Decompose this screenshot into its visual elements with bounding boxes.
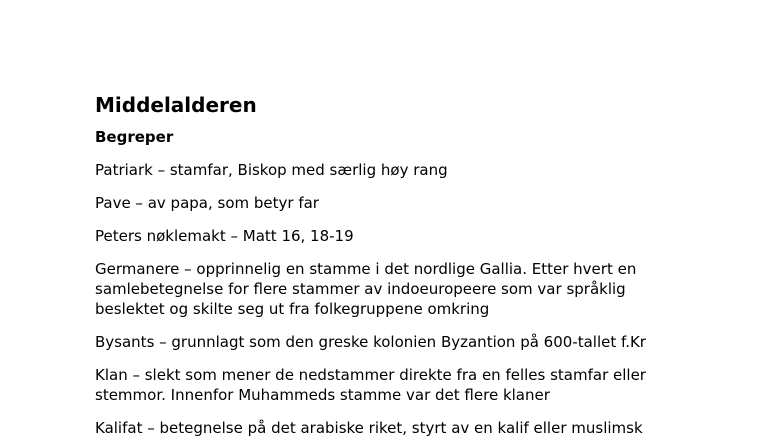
paragraph-line: samlebetegnelse for flere stammer av indoeuropeere som var språklig	[95, 280, 626, 298]
paragraph-bysants	[95, 332, 735, 352]
paragraph-line: Kalifat – betegnelse på det arabiske riket, styrt av en kalif eller muslimsk	[95, 419, 643, 437]
paragraph-line: stemmor. Innenfor Muhammeds stamme var det flere klaner	[95, 386, 550, 404]
paragraph-line: Peters nøklemakt – Matt 16, 18-19	[95, 227, 354, 245]
paragraph-pave	[95, 193, 735, 213]
paragraph-patriark	[95, 160, 735, 180]
paragraph-kalifat	[95, 418, 735, 438]
paragraph-line: beslektet og skilte seg ut fra folkegruppene omkring	[95, 300, 490, 318]
paragraph-klan	[95, 365, 735, 405]
paragraph-line: Bysants – grunnlagt som den greske kolonien Byzantion på 600-tallet f.Kr	[95, 333, 646, 351]
paragraph-line: Pave – av papa, som betyr far	[95, 194, 319, 212]
document-body	[95, 93, 735, 441]
paragraph-line: Germanere – opprinnelig en stamme i det nordlige Gallia. Etter hvert en	[95, 260, 637, 278]
paragraph-peters-noklemakt	[95, 226, 735, 246]
section-heading: Begreper	[95, 128, 174, 146]
paragraph-germanere	[95, 259, 735, 319]
document-title: Middelalderen	[95, 93, 257, 117]
paragraph-line: Klan – slekt som mener de nedstammer direkte fra en felles stamfar eller	[95, 366, 646, 384]
paragraph-line: Patriark – stamfar, Biskop med særlig høy rang	[95, 161, 448, 179]
